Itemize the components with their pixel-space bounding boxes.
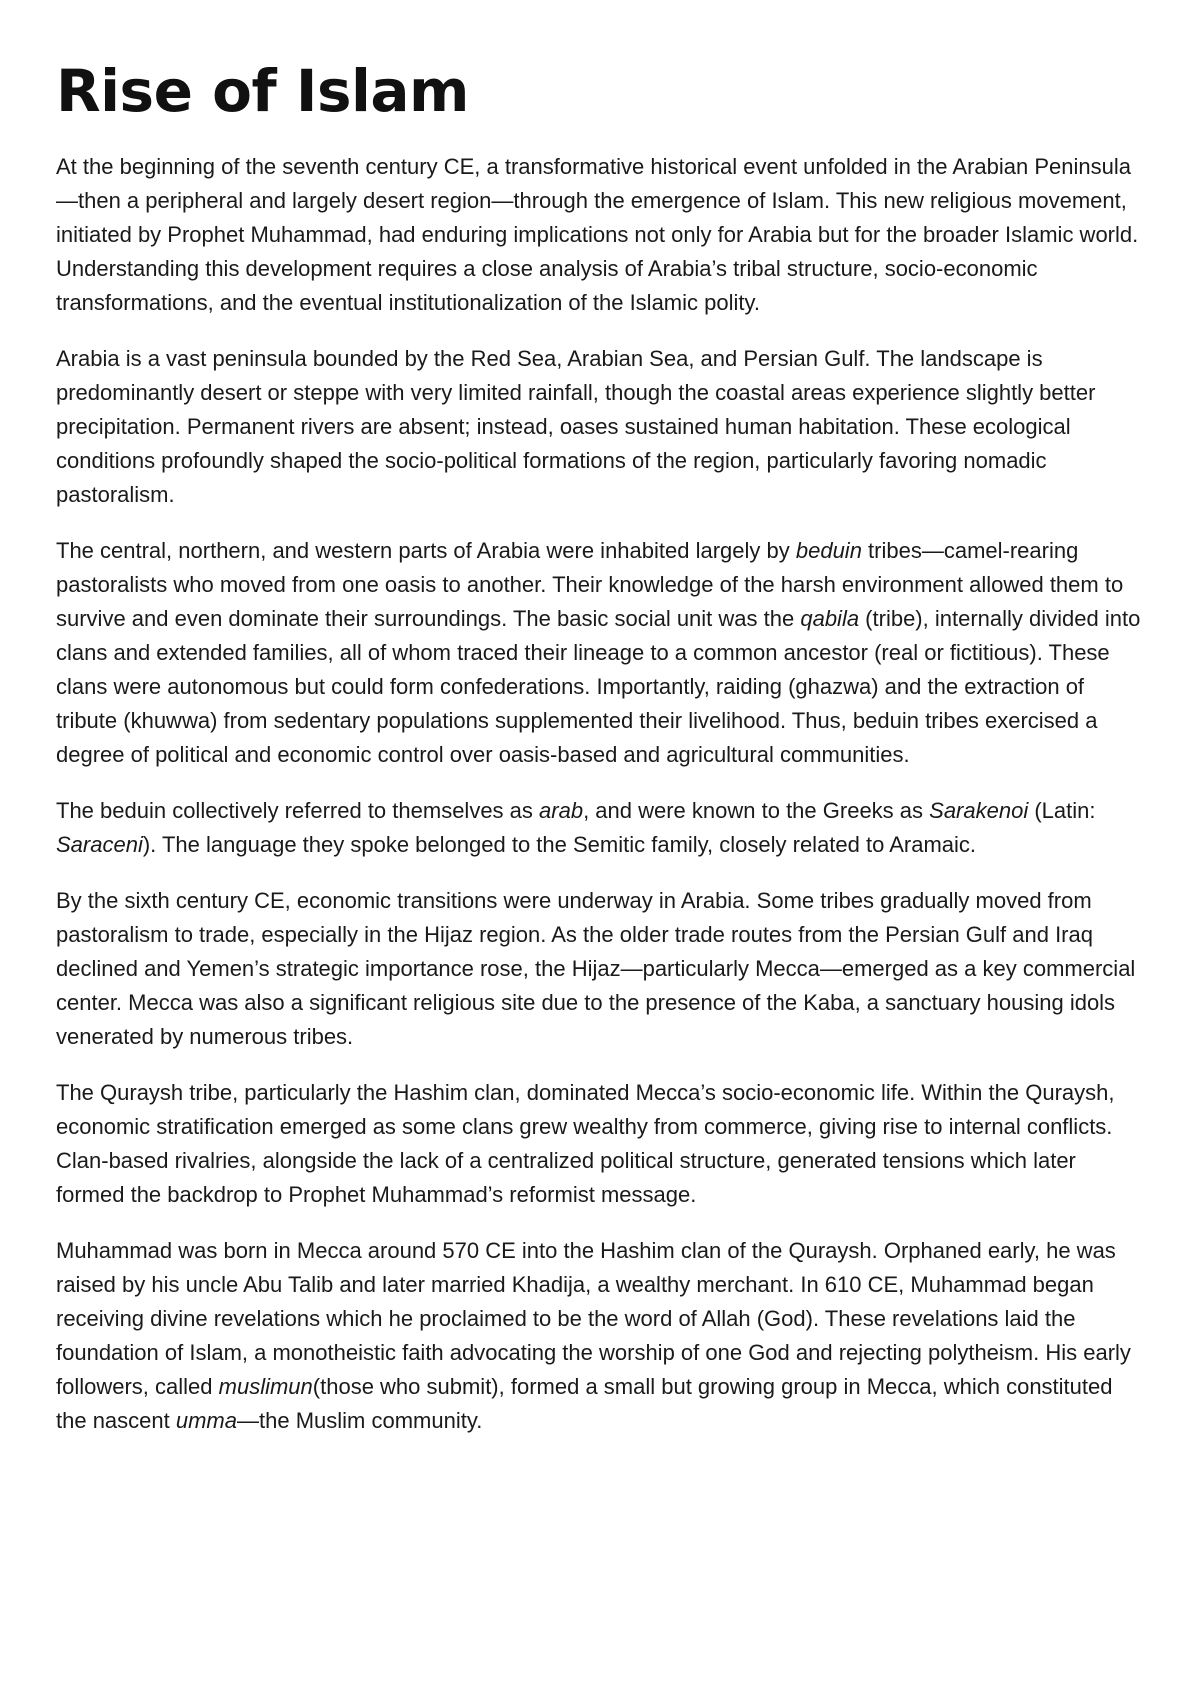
text-run: —the Muslim community. [237,1407,483,1433]
paragraph-beduin-tribes [56,534,1146,772]
paragraph-economic-transitions: By the sixth century CE, economic transitions were underway in Arabia. Some tribes gradually moved from pastoralism to trade, especially in the Hijaz region. As the older trade routes from the Persian Gulf and Iraq declined and Yemen’s strategic importance rose, the Hijaz—particularly Mecca—emerged as a key commercial center. Mecca was also a significant religious site due to the presence of the Kaba, a sanctuary housing idols venerated by numerous tribes. [56,887,1136,1049]
text-run: (Latin: [1028,797,1096,823]
text-run: ). The language they spoke belonged to the Semitic family, closely related to Aramaic. [142,831,977,857]
page-title: Rise of Islam [56,57,469,125]
paragraph-naming [56,794,1146,862]
text-run: Muhammad was born in Mecca around 570 CE into the Hashim clan of the Quraysh. Orphaned early, he was raised by his uncle Abu Talib and later married Khadija, a wealthy merchant. In 610 CE, Muhammad began receiving divine revelations which he proclaimed to be the word of Allah (God). These revelations laid the foundation of Islam, a monotheistic faith advocating the worship of one God and rejecting polytheism. His early followers, called [56,1237,1131,1399]
paragraph-quraysh: The Quraysh tribe, particularly the Hashim clan, dominated Mecca’s socio-economic life. Within the Quraysh, economic stratification emerged as some clans grew wealthy from commerce, giving rise to internal conflicts. Clan-based rivalries, alongside the lack of a centralized political structure, generated tensions which later formed the backdrop to Prophet Muhammad’s reformist message. [56,1079,1115,1207]
italic-term-qabila: qabila [800,605,860,631]
italic-term-arab: arab [539,797,584,823]
paragraph-intro: At the beginning of the seventh century CE, a transformative historical event unfolded in the Arabian Peninsula—then a peripheral and largely desert region—through the emergence of Islam. This new religious movement, initiated by Prophet Muhammad, had enduring implications not only for Arabia but for the broader Islamic world. Understanding this development requires a close analysis of Arabia’s tribal structure, socio-economic transformations, and the eventual institutionalization of the Islamic polity. [56,153,1139,315]
text-run: The central, northern, and western parts of Arabia were inhabited largely by [56,537,796,563]
document-page [56,57,1146,1460]
text-run: , and were known to the Greeks as [583,797,930,823]
paragraph-muhammad [56,1234,1146,1438]
text-run: (those who submit), formed a small but growing group in Mecca, which constituted the nascent [56,1373,1113,1433]
text-run: tribes—camel-rearing pastoralists who moved from one oasis to another. Their knowledge of the harsh environment allowed them to survive and even dominate their surroundings. The basic social unit was the [56,537,1124,631]
italic-term-beduin: beduin [795,537,862,563]
text-run: The beduin collectively referred to themselves as [56,797,540,823]
text-run: (tribe), internally divided into clans and extended families, all of whom traced their lineage to a common ancestor (real or fictitious). These clans were autonomous but could form confederations. Importantly, raiding (ghazwa) and the extraction of tribute (khuwwa) from sedentary populations supplemented their livelihood. Thus, beduin tribes exercised a degree of political and economic control over oasis-based and agricultural communities. [56,605,1141,767]
italic-term-saraceni: Saraceni [56,831,143,857]
italic-term-umma: umma [175,1407,237,1433]
italic-term-muslimun: muslimun [218,1373,313,1399]
paragraph-geography: Arabia is a vast peninsula bounded by the Red Sea, Arabian Sea, and Persian Gulf. The landscape is predominantly desert or steppe with very limited rainfall, though the coastal areas experience slightly better precipitation. Permanent rivers are absent; instead, oases sustained human habitation. These ecological conditions profoundly shaped the socio-political formations of the region, particularly favoring nomadic pastoralism. [56,345,1096,507]
italic-term-sarakenoi: Sarakenoi [929,797,1029,823]
